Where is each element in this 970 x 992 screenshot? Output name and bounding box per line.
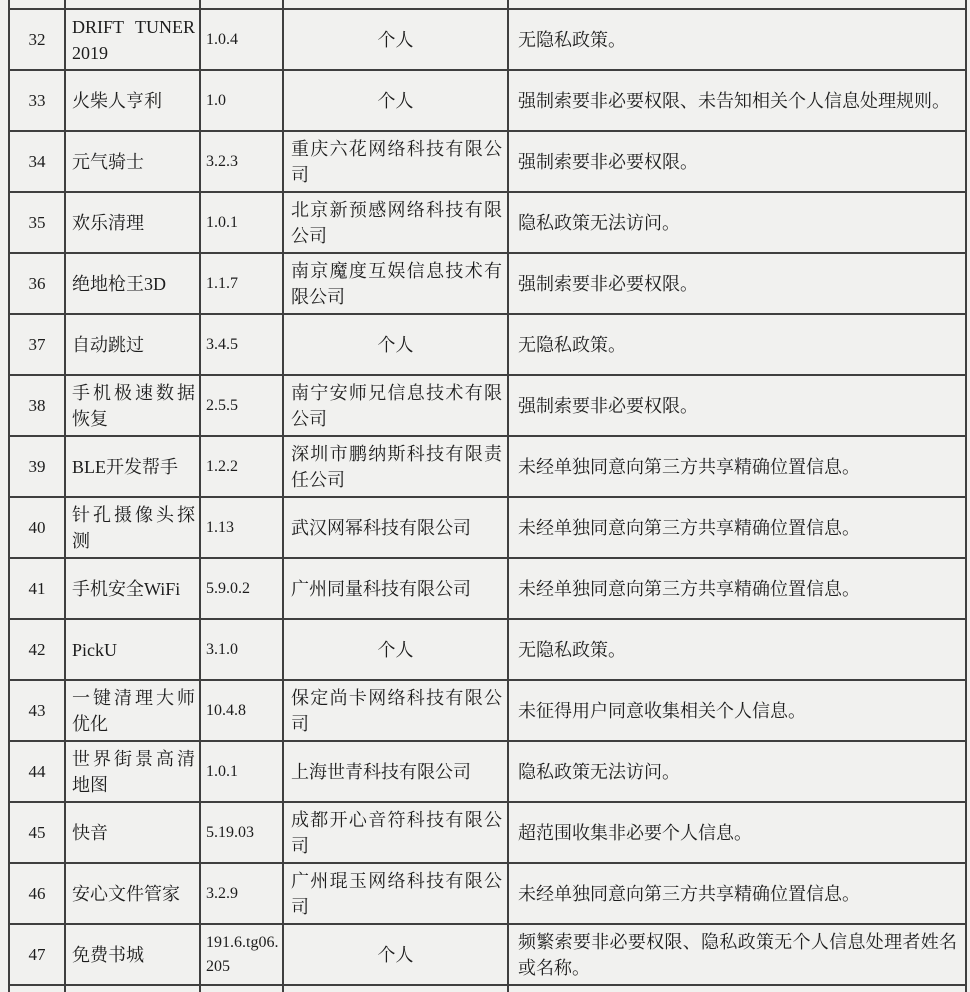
table-row bbox=[9, 9, 966, 70]
app-name-cell: 一键清理大师优化 bbox=[65, 680, 200, 741]
table-row bbox=[9, 497, 966, 558]
row-number-cell: 36 bbox=[9, 253, 65, 314]
violation-cell: 无隐私政策。 bbox=[508, 619, 966, 680]
violation-cell: 未经单独同意向第三方共享精确位置信息。 bbox=[508, 497, 966, 558]
violation-cell: 强制索要非必要权限、未告知相关个人信息处理规则。 bbox=[508, 70, 966, 131]
partial-row-top bbox=[9, 0, 966, 9]
table-row bbox=[9, 802, 966, 863]
version-cell: 1.1.7 bbox=[200, 253, 283, 314]
app-name-cell: DRIFT TUNER 2019 bbox=[65, 9, 200, 70]
row-number-cell: 41 bbox=[9, 558, 65, 619]
app-name-cell bbox=[65, 985, 200, 992]
table-row bbox=[9, 924, 966, 985]
version-cell: 2.5.5 bbox=[200, 375, 283, 436]
version-cell: 5.19.03 bbox=[200, 802, 283, 863]
developer-cell: 上海世青科技有限公司 bbox=[283, 741, 508, 802]
violation-cell: 隐私政策无法访问。 bbox=[508, 192, 966, 253]
version-cell: 10.4.8 bbox=[200, 680, 283, 741]
row-number-cell: 47 bbox=[9, 924, 65, 985]
app-name-cell: 火柴人亨利 bbox=[65, 70, 200, 131]
row-number-cell: 42 bbox=[9, 619, 65, 680]
version-cell: 1.0.4 bbox=[200, 9, 283, 70]
row-number-cell: 46 bbox=[9, 863, 65, 924]
row-number-cell: 38 bbox=[9, 375, 65, 436]
violation-cell bbox=[508, 985, 966, 992]
app-name-cell: PickU bbox=[65, 619, 200, 680]
app-name-cell: 世界街景高清地图 bbox=[65, 741, 200, 802]
developer-cell: 北京新预感网络科技有限公司 bbox=[283, 192, 508, 253]
violation-cell: 未经单独同意向第三方共享精确位置信息。 bbox=[508, 558, 966, 619]
table-row bbox=[9, 70, 966, 131]
row-number-cell: 37 bbox=[9, 314, 65, 375]
violation-cell: 强制索要非必要权限。 bbox=[508, 131, 966, 192]
table-row bbox=[9, 314, 966, 375]
developer-cell bbox=[283, 985, 508, 992]
developer-cell: 个人 bbox=[283, 619, 508, 680]
app-violation-table bbox=[8, 0, 967, 992]
app-name-cell bbox=[65, 0, 200, 9]
table-row bbox=[9, 436, 966, 497]
version-cell bbox=[200, 0, 283, 9]
version-cell: 3.4.5 bbox=[200, 314, 283, 375]
row-number-cell: 40 bbox=[9, 497, 65, 558]
version-cell: 1.0.1 bbox=[200, 741, 283, 802]
version-cell: 1.13 bbox=[200, 497, 283, 558]
app-name-cell: 安心文件管家 bbox=[65, 863, 200, 924]
row-number-cell: 33 bbox=[9, 70, 65, 131]
table-row bbox=[9, 253, 966, 314]
row-number-cell: 34 bbox=[9, 131, 65, 192]
app-name-cell: 欢乐清理 bbox=[65, 192, 200, 253]
row-number-cell: 35 bbox=[9, 192, 65, 253]
version-cell: 191.6.tg06.205 bbox=[200, 924, 283, 985]
version-cell bbox=[200, 985, 283, 992]
violation-cell: 超范围收集非必要个人信息。 bbox=[508, 802, 966, 863]
violation-cell: 强制索要非必要权限。 bbox=[508, 253, 966, 314]
developer-cell: 南宁安师兄信息技术有限公司 bbox=[283, 375, 508, 436]
developer-cell: 重庆六花网络科技有限公司 bbox=[283, 131, 508, 192]
app-name-cell: 手机安全WiFi bbox=[65, 558, 200, 619]
developer-cell: 深圳市鹏纳斯科技有限责任公司 bbox=[283, 436, 508, 497]
version-cell: 3.2.9 bbox=[200, 863, 283, 924]
row-number-cell: 45 bbox=[9, 802, 65, 863]
row-number-cell: 43 bbox=[9, 680, 65, 741]
developer-cell: 武汉网幂科技有限公司 bbox=[283, 497, 508, 558]
app-name-cell: 针孔摄像头探测 bbox=[65, 497, 200, 558]
table-row bbox=[9, 192, 966, 253]
row-number-cell bbox=[9, 985, 65, 992]
table-row bbox=[9, 680, 966, 741]
app-name-cell: 手机极速数据恢复 bbox=[65, 375, 200, 436]
app-name-cell: BLE开发帮手 bbox=[65, 436, 200, 497]
version-cell: 3.2.3 bbox=[200, 131, 283, 192]
app-name-cell: 快音 bbox=[65, 802, 200, 863]
developer-cell: 个人 bbox=[283, 70, 508, 131]
row-number-cell: 44 bbox=[9, 741, 65, 802]
row-number-cell bbox=[9, 0, 65, 9]
violation-cell: 未经单独同意向第三方共享精确位置信息。 bbox=[508, 863, 966, 924]
violation-cell: 无隐私政策。 bbox=[508, 314, 966, 375]
violation-cell: 隐私政策无法访问。 bbox=[508, 741, 966, 802]
app-name-cell: 自动跳过 bbox=[65, 314, 200, 375]
table-row bbox=[9, 863, 966, 924]
app-name-cell: 免费书城 bbox=[65, 924, 200, 985]
version-cell: 1.2.2 bbox=[200, 436, 283, 497]
version-cell: 1.0 bbox=[200, 70, 283, 131]
app-name-cell: 绝地枪王3D bbox=[65, 253, 200, 314]
app-name-cell: 元气骑士 bbox=[65, 131, 200, 192]
row-number-cell: 32 bbox=[9, 9, 65, 70]
table-row bbox=[9, 375, 966, 436]
version-cell: 1.0.1 bbox=[200, 192, 283, 253]
table-row bbox=[9, 558, 966, 619]
violation-cell: 强制索要非必要权限。 bbox=[508, 375, 966, 436]
version-cell: 5.9.0.2 bbox=[200, 558, 283, 619]
table-row bbox=[9, 741, 966, 802]
partial-row-bottom bbox=[9, 985, 966, 992]
developer-cell: 广州同量科技有限公司 bbox=[283, 558, 508, 619]
developer-cell: 南京魔度互娱信息技术有限公司 bbox=[283, 253, 508, 314]
table-row bbox=[9, 131, 966, 192]
violation-cell: 频繁索要非必要权限、隐私政策无个人信息处理者姓名或名称。 bbox=[508, 924, 966, 985]
violation-cell: 未征得用户同意收集相关个人信息。 bbox=[508, 680, 966, 741]
version-cell: 3.1.0 bbox=[200, 619, 283, 680]
developer-cell: 保定尚卡网络科技有限公司 bbox=[283, 680, 508, 741]
violation-cell: 未经单独同意向第三方共享精确位置信息。 bbox=[508, 436, 966, 497]
developer-cell bbox=[283, 0, 508, 9]
developer-cell: 个人 bbox=[283, 924, 508, 985]
developer-cell: 广州琨玉网络科技有限公司 bbox=[283, 863, 508, 924]
table-row bbox=[9, 619, 966, 680]
developer-cell: 个人 bbox=[283, 9, 508, 70]
violation-cell bbox=[508, 0, 966, 9]
developer-cell: 个人 bbox=[283, 314, 508, 375]
developer-cell: 成都开心音符科技有限公司 bbox=[283, 802, 508, 863]
violation-cell: 无隐私政策。 bbox=[508, 9, 966, 70]
row-number-cell: 39 bbox=[9, 436, 65, 497]
